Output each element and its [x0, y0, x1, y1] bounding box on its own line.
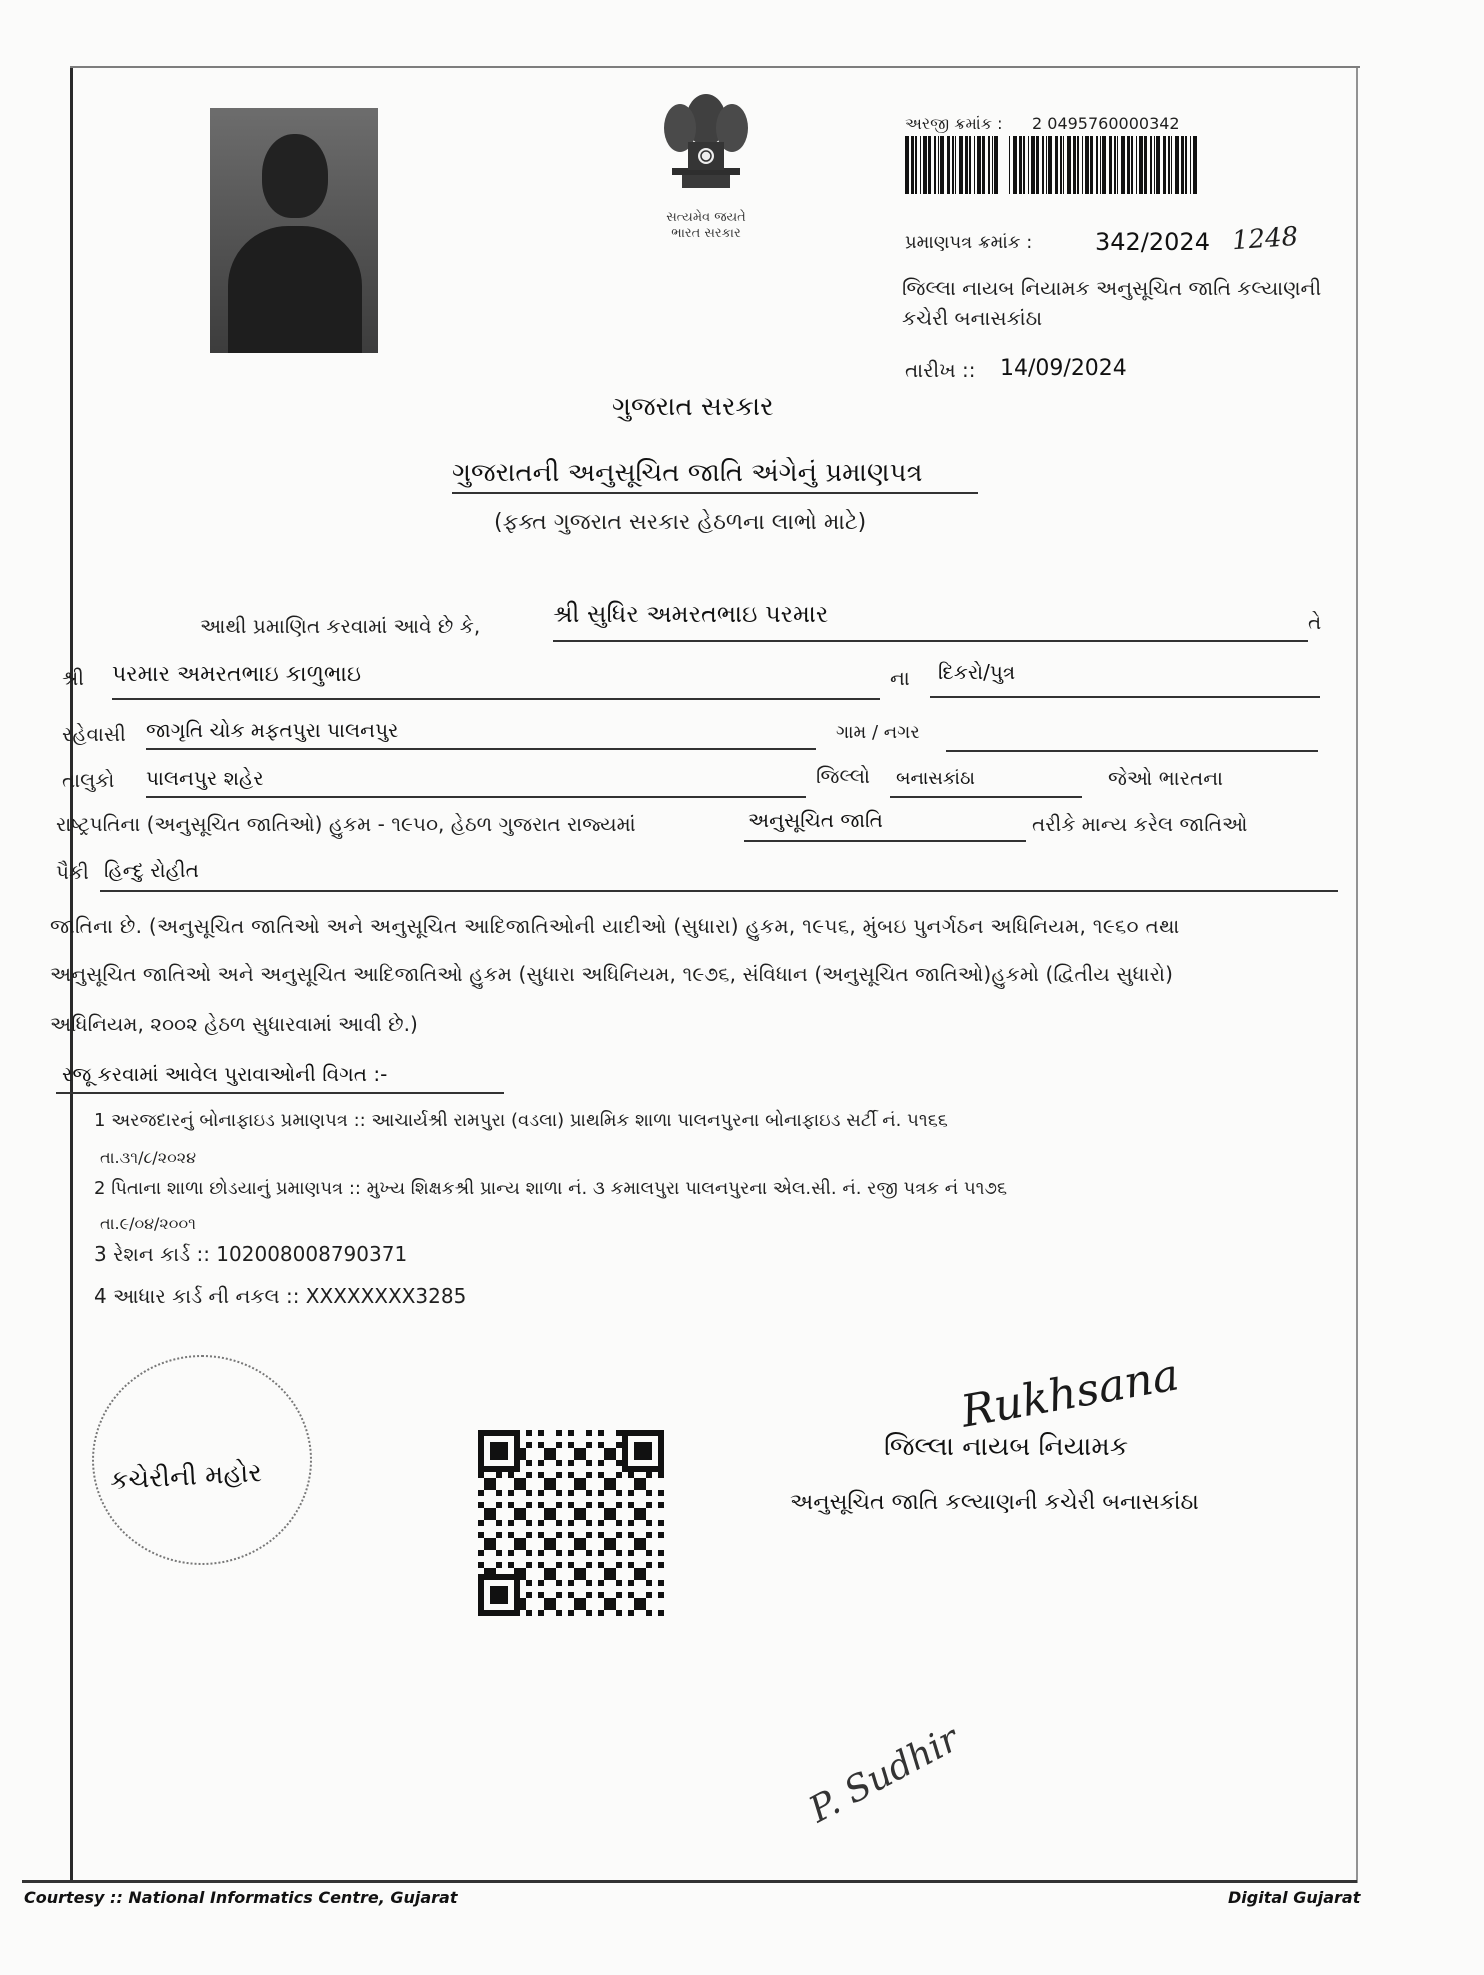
- applicant-name-underline: [553, 640, 1308, 642]
- category: અનુસૂચિત જાતિ: [748, 808, 883, 832]
- office-seal: [92, 1355, 312, 1565]
- taluka-label: તાલુકો: [62, 768, 115, 792]
- evidence-item-2-num: 2: [94, 1178, 106, 1199]
- evidence-item-4-num: 4: [94, 1284, 107, 1308]
- evidence-item-1-line2: તા.૩૧/૮/૨૦૨૪: [100, 1148, 197, 1167]
- father-prefix: શ્રી: [62, 666, 85, 690]
- relation-underline: [930, 696, 1320, 698]
- evidence-item-4-line1: [94, 1284, 466, 1308]
- application-barcode: [905, 136, 1200, 194]
- taluka-underline: [146, 796, 806, 798]
- evidence-heading-underline: [56, 1092, 504, 1094]
- evidence-item-1-num: 1: [94, 1110, 106, 1131]
- relation-prefix: ના: [890, 666, 910, 690]
- applicant-suffix: તે: [1308, 610, 1322, 634]
- issue-date: 14/09/2024: [1000, 356, 1127, 381]
- date-label: તારીખ ::: [905, 358, 976, 382]
- application-no-label: અરજી ક્રમાંક :: [905, 114, 1003, 133]
- applicant-photo: [210, 108, 378, 353]
- residence: જાગૃતિ ચોક મફતપુરા પાલનપુર: [146, 718, 399, 742]
- village-label: ગામ / નગર: [836, 722, 920, 743]
- frame-right: [1356, 68, 1358, 1883]
- government-title: ગુજરાત સરકાર: [612, 392, 774, 422]
- footer-digital: Digital Gujarat: [1228, 1888, 1361, 1907]
- taluka: પાલનપુર શહેર: [146, 766, 264, 790]
- application-no: 2 0495760000342: [1032, 114, 1180, 133]
- certificate-title: ગુજરાતની અનુસૂચિત જાતિ અંગેનું પ્રમાણપત્ર: [452, 458, 923, 488]
- district: બનાસકાંઠા: [896, 768, 975, 789]
- evidence-item-1-text: અરજદારનું બોનાફાઇડ પ્રમાણપત્ર :: આચાર્યશ્રી રામપુરા (વડલા) પ્રાથમિક શાળા પાલનપુરના બોનાફાઇડ સર્ટી નં. ૫૧૬૬: [111, 1110, 948, 1131]
- residence-label: રહેવાસી: [62, 722, 126, 746]
- category-underline: [744, 840, 1026, 842]
- caste: હિન્દુ રોહીત: [104, 858, 199, 882]
- evidence-item-1-line1: [94, 1110, 948, 1131]
- father-name-underline: [112, 698, 880, 700]
- residence-underline: [146, 748, 816, 750]
- certificate-subtitle: (ફક્ત ગુજરાત સરકાર હેઠળના લાભો માટે): [494, 510, 867, 535]
- order-suffix: તરીકે માન્ય કરેલ જાતિઓ: [1032, 812, 1248, 836]
- evidence-item-3-num: 3: [94, 1242, 107, 1266]
- legal-text-line2: અનુસૂચિત જાતિઓ અને અનુસૂચિત આદિજાતિઓ હુકમ (સુધારા અધિનિયમ, ૧૯૭૬, સંવિધાન (અનુસૂચિત જાતિઓ)હુકમો (દ્વિતીય સુધારો): [50, 962, 1173, 986]
- india-suffix: જેઓ ભારતના: [1108, 766, 1224, 790]
- caste-prefix: પૈકી: [56, 860, 89, 884]
- district-underline: [890, 796, 1082, 798]
- relation: દિકરો/પુત્ર: [938, 660, 1016, 684]
- order-prefix: રાષ્ટ્રપતિના (અનુસૂચિત જાતિઓ) હુકમ - ૧૯૫૦, હેઠળ ગુજરાત રાજ્યમાં: [56, 812, 636, 836]
- certify-prefix: આથી પ્રમાણિત કરવામાં આવે છે કે,: [200, 614, 481, 638]
- evidence-item-4-text: આધાર કાર્ડ ની નકલ :: XXXXXXXX3285: [113, 1284, 467, 1308]
- emblem-caption-1: સત્યમેવ જયતે: [666, 210, 746, 225]
- certificate-no-handwritten: 1248: [1231, 221, 1300, 257]
- issuing-office-line1: જિલ્લા નાયબ નિયામક અનુસૂચિત જાતિ કલ્યાણની: [902, 276, 1322, 300]
- applicant-signature: P. Sudhir: [802, 1718, 966, 1831]
- certificate-title-underline: [452, 492, 978, 494]
- officer-signature: Rukhsana: [957, 1349, 1183, 1438]
- office-seal-text: કચેરીની મહોર: [109, 1458, 263, 1496]
- footer-courtesy: Courtesy :: National Informatics Centre, Gujarat: [24, 1888, 458, 1907]
- evidence-item-2-text: પિતાના શાળા છોડયાનું પ્રમાણપત્ર :: મુખ્ય શિક્ષકશ્રી પ્રાન્ય શાળા નં. ૩ કમાલપુરા પાલનપુરના એલ.સી. નં. રજી પત્રક નં ૫૧૭૬: [111, 1178, 1008, 1199]
- evidence-item-3-line1: [94, 1242, 407, 1266]
- emblem-caption-2: ભારત સરકાર: [671, 226, 741, 241]
- evidence-heading: રજૂ કરવામાં આવેલ પુરાવાઓની વિગત :-: [62, 1062, 388, 1086]
- national-emblem-icon: [642, 82, 770, 192]
- issuing-office-line2: કચેરી બનાસકાંઠા: [902, 306, 1043, 330]
- frame-top: [70, 66, 1360, 68]
- certificate-no: 342/2024: [1095, 228, 1210, 256]
- village-underline: [946, 750, 1318, 752]
- qr-code: [478, 1430, 664, 1616]
- district-label: જિલ્લો: [816, 764, 870, 788]
- father-name: પરમાર અમરતભાઇ કાળુભાઇ: [112, 662, 361, 687]
- caste-underline: [100, 890, 1338, 892]
- evidence-item-2-line2: તા.૯/૦૪/૨૦૦૧: [100, 1214, 196, 1233]
- legal-text-line1: જાતિના છે. (અનુસૂચિત જાતિઓ અને અનુસૂચિત આદિજાતિઓની યાદીઓ (સુધારા) હુકમ, ૧૯૫૬, મુંબઇ પુનર્ગઠન અધિનિયમ, ૧૯૬૦ તથા: [50, 914, 1180, 938]
- legal-text-line3: અધિનિયમ, ૨૦૦૨ હેઠળ સુધારવામાં આવી છે.): [50, 1012, 418, 1036]
- certificate-no-label: પ્રમાણપત્ર ક્રમાંક :: [905, 232, 1033, 253]
- signatory-office: અનુસૂચિત જાતિ કલ્યાણની કચેરી બનાસકાંઠા: [790, 1490, 1199, 1515]
- applicant-name: શ્રી સુધિર અમરતભાઇ પરમાર: [553, 600, 829, 628]
- evidence-item-3-text: રેશન કાર્ડ :: 102008008790371: [113, 1242, 408, 1266]
- signatory-title: જિલ્લા નાયબ નિયામક: [884, 1432, 1129, 1462]
- evidence-item-2-line1: [94, 1178, 1007, 1199]
- footer-rule: [22, 1880, 1357, 1883]
